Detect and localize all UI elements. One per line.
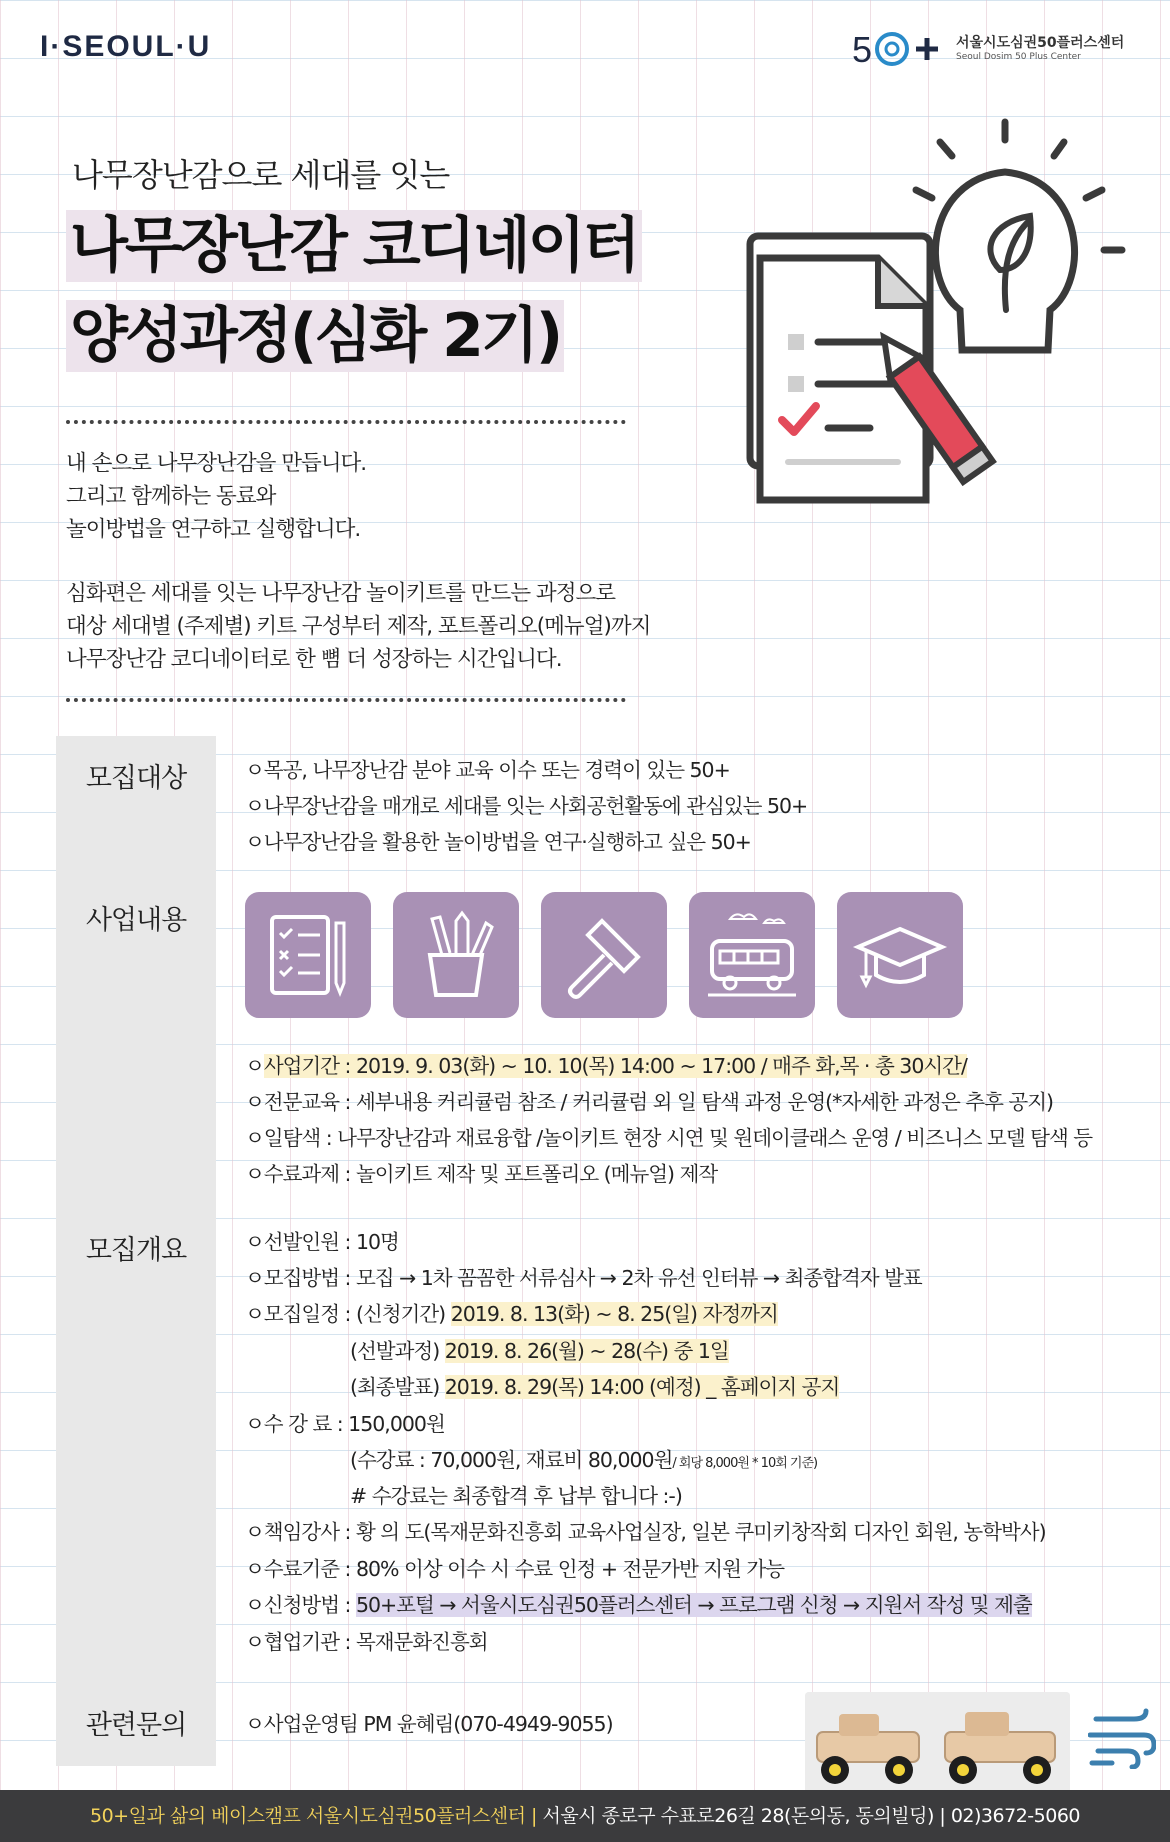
overview-schedule-final (350, 1373, 839, 1401)
page-title-line-1: 나무장난감 코디네이터 (66, 210, 642, 282)
section-label-overview: 모집개요 (85, 1235, 187, 1266)
overview-schedule-select (350, 1337, 729, 1365)
overview-apply (245, 1591, 1032, 1619)
intro-paragraph-1 (66, 447, 366, 546)
apply-text: 50+포털 → 서울시도심권50플러스센터 → 프로그램 신청 → 지원서 작성 및 제출 (355, 1593, 1032, 1617)
overview-completion: ㅇ수료기준 : 80% 이상 이수 시 수료 인정 + 전문가반 지원 가능 (245, 1557, 784, 1581)
checklist-icon (245, 892, 371, 1018)
content-item: ㅇ수료과제 : 놀이키트 제작 및 포트폴리오 (메뉴얼) 제작 (245, 1162, 718, 1186)
overview-fee-detail (350, 1446, 817, 1478)
schedule-label: ㅇ모집일정 : (신청기간) (245, 1302, 446, 1326)
section-label-target: 모집대상 (85, 763, 187, 794)
overview-instructor: ㅇ책임강사 : 황 의 도(목재문화진흥회 교육사업실장, 일본 쿠미키창작회 디자인 회원, 농학박사) (245, 1520, 1046, 1544)
wooden-toy-cars-graphic (805, 1692, 1070, 1794)
section-label-inquiry: 관련문의 (85, 1710, 187, 1741)
center-logo (852, 26, 1142, 72)
intro-text-line: 나무장난감 코디네이터로 한 뼘 더 성장하는 시간입니다. (66, 647, 562, 672)
target-item: ㅇ목공, 나무장난감 분야 교육 이수 또는 경력이 있는 50+ (245, 758, 730, 782)
bus-icon (689, 892, 815, 1018)
center-name-kr: 서울시도심권50플러스센터 (956, 35, 1125, 51)
intro-text-line: 대상 세대별 (주제별) 키트 구성부터 제작, 포트폴리오(메뉴얼)까지 (66, 614, 651, 639)
bus-icon-graphic (702, 905, 802, 1005)
hammer-icon (541, 892, 667, 1018)
overview-fee-note: # 수강료는 최종합격 후 납부 합니다 :-) (350, 1484, 682, 1508)
wind-icon (1088, 1705, 1156, 1769)
checklist-icon-graphic (258, 905, 358, 1005)
hammer-icon-graphic (554, 905, 654, 1005)
schedule-select-label: (선발과정) (350, 1339, 440, 1363)
graduation-cap-icon-graphic (850, 905, 950, 1005)
checklist-lightbulb-illustration (730, 110, 1150, 530)
intro-text-line: 내 손으로 나무장난감을 만듭니다. (66, 451, 367, 476)
graduation-cap-icon (837, 892, 963, 1018)
center-name-en: Seoul Dosim 50 Plus Center (956, 52, 1081, 62)
seoul-logo: I·SEOUL·U (40, 30, 212, 63)
content-item: ㅇ일탐색 : 나무장난감과 재료융합 /놀이키트 현장 시연 및 원데이클래스 운영 / 비즈니스 모델 탐색 등 (245, 1126, 1093, 1150)
svg-text:5: 5 (852, 29, 873, 70)
footer-slogan: 50+일과 삶의 베이스캠프 서울시도심권50플러스센터 | (90, 1805, 543, 1827)
inquiry-contact: ㅇ사업운영팀 PM 윤혜림(070-4949-9055) (245, 1712, 613, 1736)
bullet: ㅇ (245, 1054, 264, 1078)
wooden-toy-photo (805, 1692, 1070, 1794)
target-item: ㅇ나무장난감을 활용한 놀이방법을 연구·실행하고 싶은 50+ (245, 830, 751, 854)
dotted-divider (66, 698, 626, 702)
footer-address: 서울시 종로구 수표로26길 28(돈의동, 동의빌딩) | 02)3672-5060 (542, 1805, 1080, 1827)
footer-bar (0, 1790, 1170, 1842)
period-text: 사업기간 : 2019. 9. 03(화) ~ 10. 10(목) 14:00 ~ 17:00 / 매주 화,목 · 총 30시간/ (263, 1054, 967, 1078)
overview-partner: ㅇ협업기관 : 목재문화진흥회 (245, 1630, 488, 1654)
overview-method: ㅇ모집방법 : 모집 → 1차 꼼꼼한 서류심사 → 2차 유선 인터뷰 → 최종합격자 발표 (245, 1266, 922, 1290)
apply-label: ㅇ신청방법 : (245, 1593, 356, 1617)
overview-headcount: ㅇ선발인원 : 10명 (245, 1230, 399, 1254)
intro-text-line: 심화편은 세대를 잇는 나무장난감 놀이키트를 만드는 과정으로 (66, 581, 616, 606)
subtitle: 나무장난감으로 세대를 잇는 (72, 156, 450, 194)
fifty-plus-logo-mark (852, 26, 946, 70)
schedule-apply: 2019. 8. 13(화) ~ 8. 25(일) 자정까지 (450, 1302, 778, 1326)
target-item: ㅇ나무장난감을 매개로 세대를 잇는 사회공헌활동에 관심있는 50+ (245, 794, 808, 818)
schedule-final: 2019. 8. 29(목) 14:00 (예정) _ 홈페이지 공지 (444, 1375, 840, 1399)
content-period (245, 1052, 967, 1080)
page-title-line-2: 양성과정(심화 2기) (66, 300, 564, 372)
pencil-cup-icon-graphic (406, 905, 506, 1005)
fee-detail: (수강료 : 70,000원, 재료비 80,000원 (350, 1448, 673, 1472)
pencil-cup-icon (393, 892, 519, 1018)
overview-fee: ㅇ수 강 료 : 150,000원 (245, 1412, 445, 1436)
intro-paragraph-2 (66, 577, 650, 676)
schedule-select: 2019. 8. 26(월) ~ 28(수) 중 1일 (444, 1339, 729, 1363)
intro-text-line: 그리고 함께하는 동료와 (66, 484, 276, 509)
intro-text-line: 놀이방법을 연구하고 실행합니다. (66, 517, 361, 542)
content-item: ㅇ전문교육 : 세부내용 커리큘럼 참조 / 커리큘럼 외 일 탐색 과정 운영(*자세한 과정은 추후 공지) (245, 1090, 1053, 1114)
fee-detail-small: / 회당 8,000원 * 10회 기준) (672, 1456, 818, 1471)
schedule-final-label: (최종발표) (350, 1375, 440, 1399)
overview-schedule (245, 1300, 778, 1328)
dotted-divider (66, 420, 626, 424)
section-label-content: 사업내용 (85, 905, 187, 936)
